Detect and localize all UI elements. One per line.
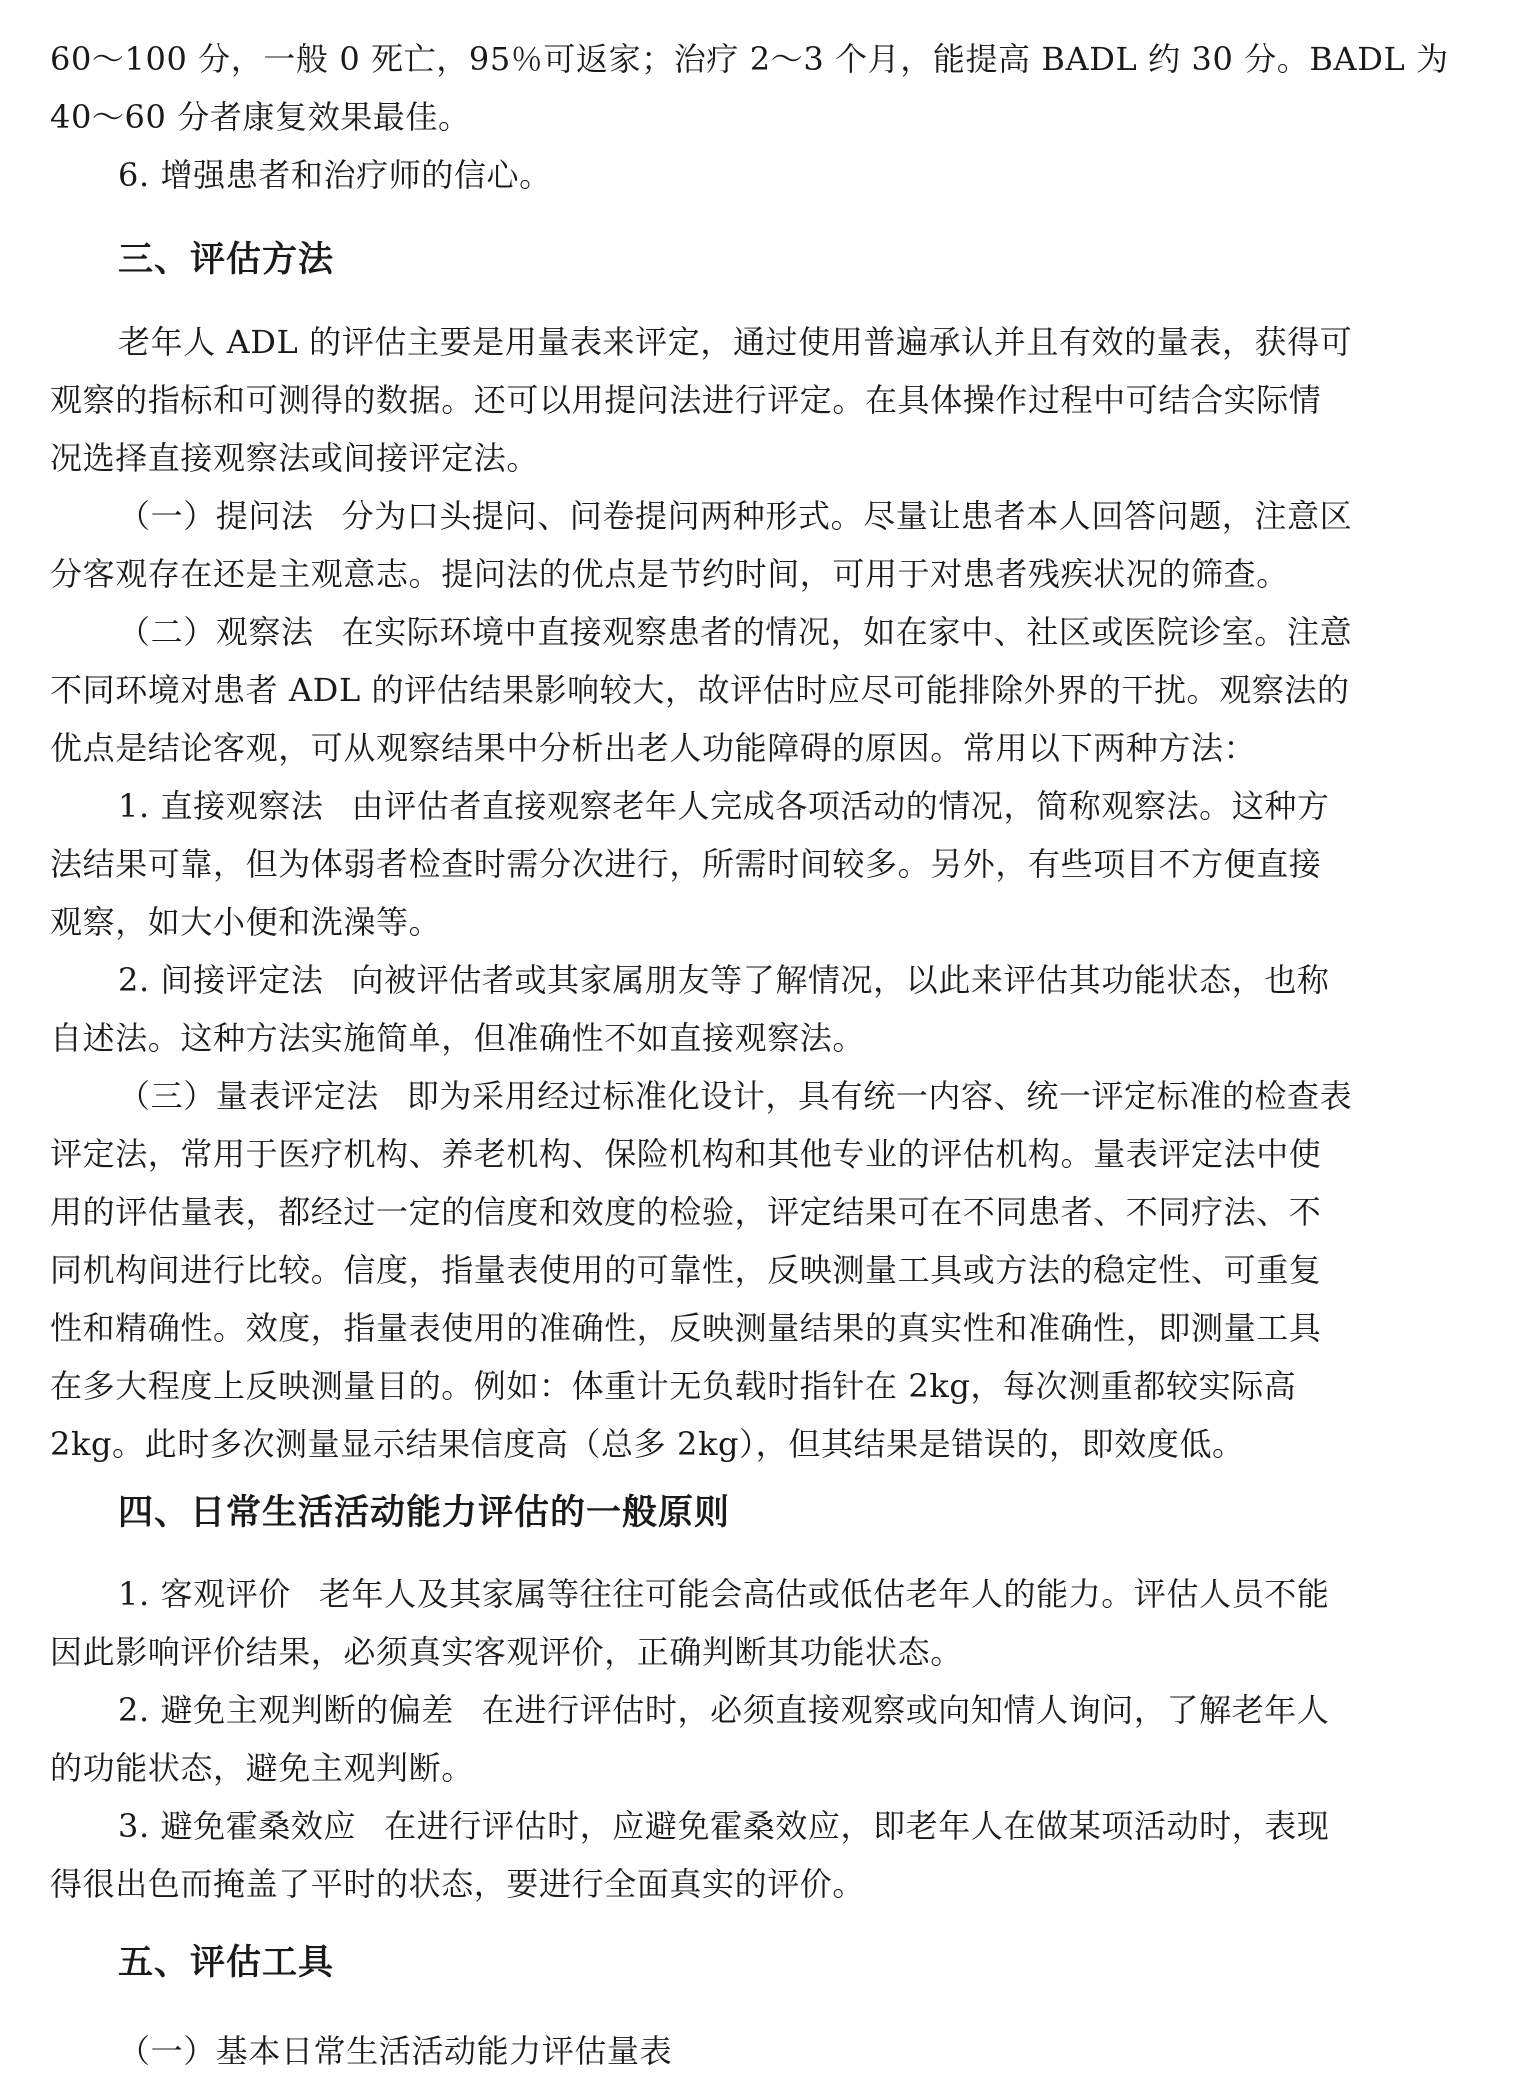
paragraph-line: 不同环境对患者 ADL 的评估结果影响较大，故评估时应尽可能排除外界的干扰。观察法的 <box>50 671 1350 709</box>
scale-method-text: 即为采用经过标准化设计，具有统一内容、统一评定标准的检查表 <box>406 1077 1353 1115</box>
paragraph-line: 分客观存在还是主观意志。提问法的优点是节约时间，可用于对患者残疾状况的筛查。 <box>50 555 1289 593</box>
objective-line-1 <box>50 1565 1490 1623</box>
indirect-assessment-label: 2. 间接评定法 <box>118 961 324 999</box>
direct-observation-line-1 <box>50 777 1490 835</box>
indirect-assessment-line-1 <box>50 951 1490 1009</box>
scale-method-label: （三）量表评定法 <box>118 1077 379 1115</box>
bias-text: 在进行评估时，必须直接观察或向知情人询问，了解老年人 <box>481 1691 1330 1729</box>
observe-method-label: （二）观察法 <box>118 613 314 651</box>
section-4-heading: 四、日常生活活动能力评估的一般原则 <box>118 1493 731 1533</box>
paragraph-line: 因此影响评价结果，必须真实客观评价，正确判断其功能状态。 <box>50 1633 963 1671</box>
ask-method-label: （一）提问法 <box>118 497 314 535</box>
direct-observation-label: 1. 直接观察法 <box>118 787 324 825</box>
hawthorne-line-1 <box>50 1797 1490 1855</box>
paragraph-line: 老年人 ADL 的评估主要是用量表来评定，通过使用普遍承认并且有效的量表，获得可 <box>118 323 1353 361</box>
scale-method-line-1 <box>50 1067 1490 1125</box>
objective-label: 1. 客观评价 <box>118 1575 291 1613</box>
hawthorne-label: 3. 避免霍桑效应 <box>118 1807 357 1845</box>
paragraph-line: 自述法。这种方法实施简单，但准确性不如直接观察法。 <box>50 1019 866 1057</box>
paragraph-line: 得很出色而掩盖了平时的状态，要进行全面真实的评价。 <box>50 1865 866 1903</box>
intro-block <box>50 30 1490 204</box>
section-3-body <box>50 313 1490 1473</box>
intro-line-1: 60～100 分，一般 0 死亡，95％可返家；治疗 2～3 个月，能提高 BADL 约 30 分。BADL 为 <box>50 40 1449 78</box>
paragraph-line: 的功能状态，避免主观判断。 <box>50 1749 474 1787</box>
paragraph-line: 观察的指标和可测得的数据。还可以用提问法进行评定。在具体操作过程中可结合实际情 <box>50 381 1322 419</box>
section-3-heading: 三、评估方法 <box>118 240 335 280</box>
subsection-title: （一）基本日常生活活动能力评估量表 <box>118 2032 673 2070</box>
paragraph-line: 2kg。此时多次测量显示结果信度高（总多 2kg），但其结果是错误的，即效度低。 <box>50 1425 1245 1463</box>
intro-line-2: 40～60 分者康复效果最佳。 <box>50 98 471 136</box>
objective-text: 老年人及其家属等往往可能会高估或低估老年人的能力。评估人员不能 <box>318 1575 1330 1613</box>
section-5-body <box>50 2022 1490 2080</box>
paragraph-line: 优点是结论客观，可从观察结果中分析出老人功能障碍的原因。常用以下两种方法： <box>50 729 1257 767</box>
hawthorne-text: 在进行评估时，应避免霍桑效应，即老年人在做某项活动时，表现 <box>384 1807 1330 1845</box>
section-5-heading: 五、评估工具 <box>118 1943 335 1983</box>
intro-item-6: 6. 增强患者和治疗师的信心。 <box>118 156 552 194</box>
paragraph-line: 观察，如大小便和洗澡等。 <box>50 903 442 941</box>
paragraph-line: 在多大程度上反映测量目的。例如：体重计无负载时指针在 2kg，每次测重都较实际高 <box>50 1367 1297 1405</box>
bias-label: 2. 避免主观判断的偏差 <box>118 1691 454 1729</box>
paragraph-line: 用的评估量表，都经过一定的信度和效度的检验，评定结果可在不同患者、不同疗法、不 <box>50 1193 1322 1231</box>
observe-method-line-1 <box>50 603 1490 661</box>
observe-method-text: 在实际环境中直接观察患者的情况，如在家中、社区或医院诊室。注意 <box>341 613 1353 651</box>
bias-line-1 <box>50 1681 1490 1739</box>
paragraph-line: 评定法，常用于医疗机构、养老机构、保险机构和其他专业的评估机构。量表评定法中使 <box>50 1135 1322 1173</box>
direct-observation-text: 由评估者直接观察老年人完成各项活动的情况，简称观察法。这种方 <box>351 787 1330 825</box>
ask-method-text: 分为口头提问、问卷提问两种形式。尽量让患者本人回答问题，注意区 <box>341 497 1353 535</box>
paragraph-line: 性和精确性。效度，指量表使用的准确性，反映测量结果的真实性和准确性，即测量工具 <box>50 1309 1322 1347</box>
paragraph-line: 况选择直接观察法或间接评定法。 <box>50 439 540 477</box>
ask-method-line-1 <box>50 487 1490 545</box>
paragraph-line: 同机构间进行比较。信度，指量表使用的可靠性，反映测量工具或方法的稳定性、可重复 <box>50 1251 1322 1289</box>
paragraph-line: 法结果可靠，但为体弱者检查时需分次进行，所需时间较多。另外，有些项目不方便直接 <box>50 845 1322 883</box>
section-4-body <box>50 1565 1490 1913</box>
indirect-assessment-text: 向被评估者或其家属朋友等了解情况，以此来评估其功能状态，也称 <box>351 961 1330 999</box>
